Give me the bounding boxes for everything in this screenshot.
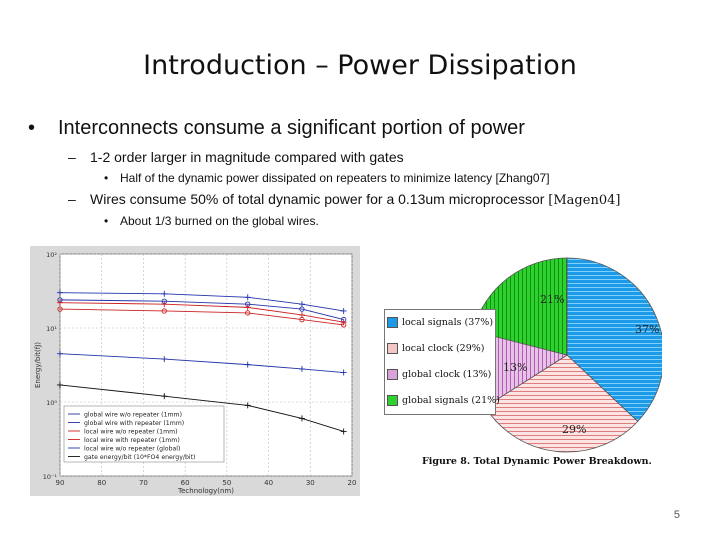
bullet-text: Interconnects consume a significant portion of power bbox=[58, 117, 525, 139]
bullet-mark: • bbox=[28, 117, 36, 139]
detail-repeaters bbox=[104, 171, 550, 185]
legend-swatch bbox=[387, 343, 398, 354]
legend-swatch bbox=[387, 369, 398, 380]
subbullet-order-larger bbox=[68, 149, 404, 165]
pie-caption: Figure 8. Total Dynamic Power Breakdown. bbox=[422, 456, 652, 467]
legend-entry: local wire w/o repeater (global) bbox=[84, 445, 181, 453]
detail-global-wires bbox=[104, 214, 319, 228]
legend-item-global-clock bbox=[387, 367, 491, 381]
page-number: 5 bbox=[673, 509, 680, 521]
legend-entry: local wire w/o repeater (1mm) bbox=[84, 428, 178, 436]
legend-label: local signals (37%) bbox=[402, 316, 494, 328]
legend-entry: local wire with repeater (1mm) bbox=[84, 437, 180, 444]
legend-item-global-signals bbox=[387, 393, 500, 407]
x-tick-label: 30 bbox=[305, 479, 315, 487]
energy-line-chart bbox=[30, 246, 360, 496]
slice-label-local-signals: 37% bbox=[635, 323, 660, 336]
slice-label-local-clock: 29% bbox=[562, 423, 587, 436]
legend-label: local clock (29%) bbox=[402, 342, 485, 354]
x-tick-label: 80 bbox=[97, 479, 107, 487]
x-tick-label: 20 bbox=[347, 479, 357, 487]
y-tick-label: 10⁰ bbox=[46, 399, 57, 407]
x-tick-label: 70 bbox=[138, 479, 148, 487]
bullet-mark: • bbox=[104, 214, 109, 228]
legend bbox=[64, 406, 224, 462]
legend-label: global clock (13%) bbox=[402, 368, 492, 380]
legend-label: global signals (21%) bbox=[402, 394, 500, 406]
line-chart-svg bbox=[30, 246, 360, 496]
legend-entry: global wire w/o repeater (1mm) bbox=[84, 411, 182, 419]
y-axis-label: Energy/bit(fJ) bbox=[34, 342, 42, 388]
legend-item-local-signals bbox=[387, 315, 493, 329]
x-tick-label: 40 bbox=[264, 479, 274, 487]
dash-mark: – bbox=[68, 149, 76, 165]
slice-label-global-signals: 21% bbox=[540, 293, 565, 306]
y-tick-label: 10² bbox=[46, 251, 57, 259]
x-tick-label: 90 bbox=[55, 479, 65, 487]
citation: [Magen04] bbox=[548, 193, 621, 208]
detail-text: About 1/3 burned on the global wires. bbox=[120, 214, 319, 228]
legend-item-local-clock bbox=[387, 341, 485, 355]
subbullet-text: Wires consume 50% of total dynamic power for a 0.13um microprocessor bbox=[90, 191, 545, 207]
legend-entry: global wire with repeater (1mm) bbox=[84, 420, 185, 427]
bullet-mark: • bbox=[104, 171, 109, 185]
slice-label-global-clock: 13% bbox=[503, 361, 528, 374]
detail-text: Half of the dynamic power dissipated on repeaters to minimize latency [Zhang07] bbox=[120, 171, 550, 185]
legend-entry: gate energy/bit (10*FO4 energy/bit) bbox=[84, 454, 196, 461]
x-axis-label: Technology(nm) bbox=[178, 487, 234, 495]
legend-swatch bbox=[387, 395, 398, 406]
subbullet-wires-consume bbox=[68, 191, 620, 208]
x-tick-label: 60 bbox=[180, 479, 190, 487]
pie-legend bbox=[384, 309, 500, 415]
y-tick-label: 10⁻¹ bbox=[42, 473, 57, 481]
y-tick-label: 10¹ bbox=[46, 325, 57, 333]
legend-swatch bbox=[387, 317, 398, 328]
bullet-interconnects bbox=[28, 117, 525, 140]
slide-title: Introduction – Power Dissipation bbox=[143, 50, 577, 81]
subbullet-text: 1-2 order larger in magnitude compared with gates bbox=[90, 149, 404, 165]
dash-mark: – bbox=[68, 191, 76, 207]
x-tick-label: 50 bbox=[222, 479, 232, 487]
